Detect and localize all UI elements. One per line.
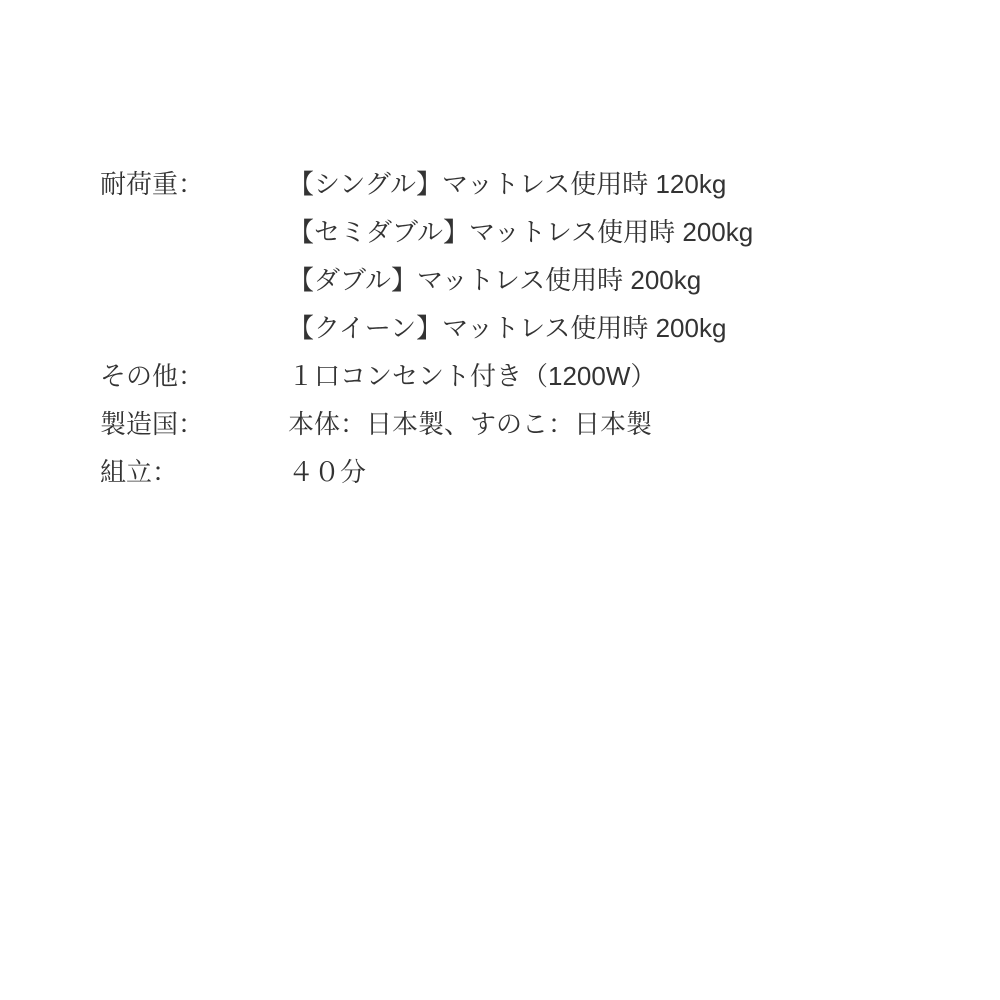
spec-row: [100, 400, 900, 448]
spec-label: その他：: [100, 361, 205, 391]
spec-row: [100, 208, 900, 256]
spec-row: [100, 160, 900, 208]
spec-row: [100, 448, 900, 496]
spec-value: 【シングル】マットレス使用時 120kg: [288, 169, 727, 199]
spec-label: 製造国：: [100, 409, 205, 439]
spec-value: 【セミダブル】マットレス使用時 200kg: [288, 217, 754, 247]
spec-label: 組立：: [100, 457, 179, 487]
spec-value: １口コンセント付き（1200W）: [288, 361, 657, 391]
spec-row: [100, 256, 900, 304]
spec-row: [100, 352, 900, 400]
spec-value: 【ダブル】マットレス使用時 200kg: [288, 265, 702, 295]
spec-value: 本体：日本製、すのこ：日本製: [288, 409, 653, 439]
spec-label: 耐荷重：: [100, 169, 205, 199]
spec-value: 【クイーン】マットレス使用時 200kg: [288, 313, 727, 343]
spec-value: ４０分: [288, 457, 367, 487]
product-spec-list: [100, 160, 900, 496]
spec-row: [100, 304, 900, 352]
